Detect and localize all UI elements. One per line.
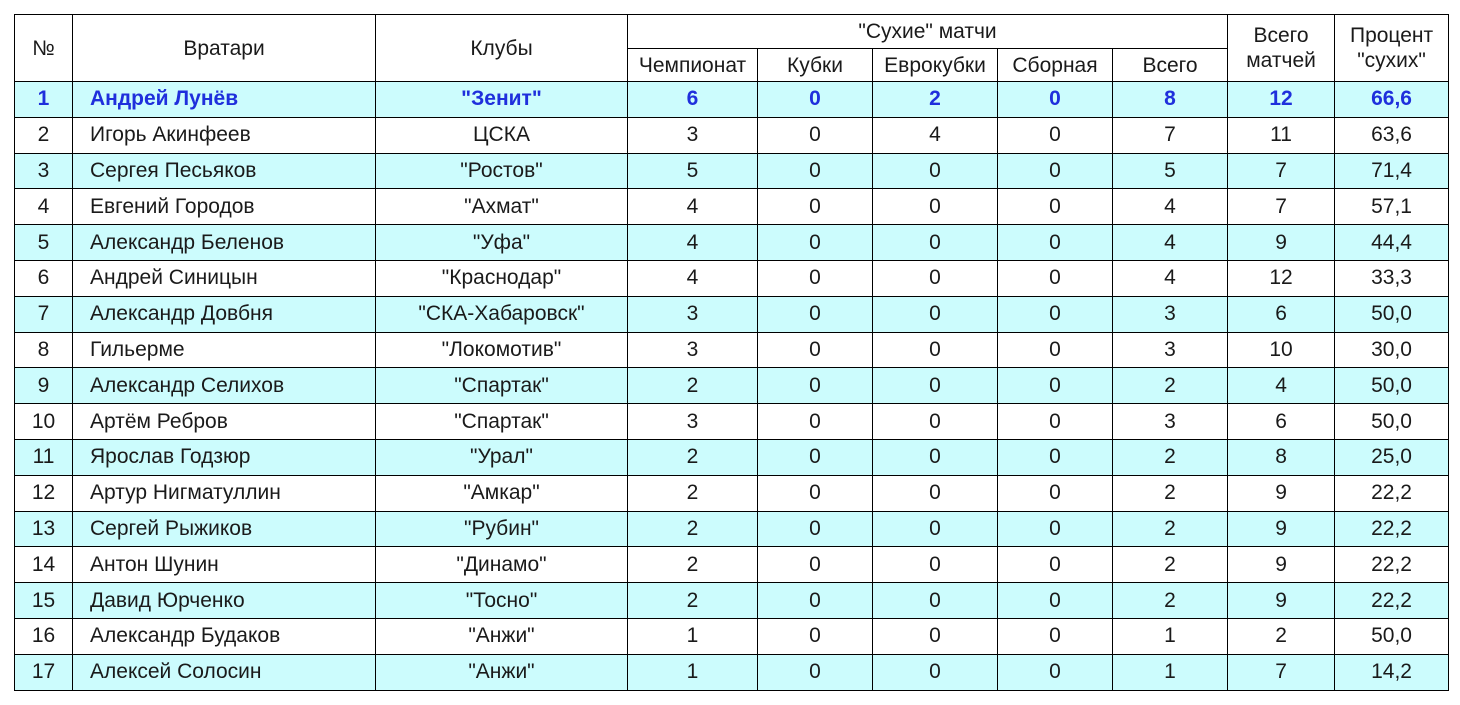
cell-eurocups: 0	[873, 547, 998, 583]
cell-cups: 0	[758, 82, 873, 118]
cell-percent: 66,6	[1335, 82, 1449, 118]
cell-eurocups: 0	[873, 618, 998, 654]
cell-cups: 0	[758, 332, 873, 368]
cell-eurocups: 0	[873, 475, 998, 511]
table-row	[15, 439, 1449, 475]
table-row	[15, 547, 1449, 583]
cell-total: 3	[1113, 296, 1228, 332]
header-eurocups: Еврокубки	[873, 49, 998, 82]
cell-percent: 50,0	[1335, 404, 1449, 440]
table-row	[15, 511, 1449, 547]
cell-num: 15	[15, 583, 73, 619]
cell-eurocups: 0	[873, 511, 998, 547]
cell-championship: 4	[628, 260, 758, 296]
cell-cups: 0	[758, 153, 873, 189]
cell-keeper-name: Антон Шунин	[73, 547, 376, 583]
cell-keeper-name: Алексей Солосин	[73, 654, 376, 690]
cell-percent: 50,0	[1335, 368, 1449, 404]
cell-total-matches: 7	[1228, 189, 1335, 225]
cell-cups: 0	[758, 117, 873, 153]
cell-num: 16	[15, 618, 73, 654]
table-row	[15, 225, 1449, 261]
cell-championship: 4	[628, 189, 758, 225]
cell-total: 4	[1113, 189, 1228, 225]
cell-num: 8	[15, 332, 73, 368]
cell-total-matches: 10	[1228, 332, 1335, 368]
cell-national: 0	[998, 654, 1113, 690]
cell-num: 10	[15, 404, 73, 440]
header-percent-line2: "сухих"	[1357, 49, 1426, 72]
cell-cups: 0	[758, 368, 873, 404]
cell-total: 3	[1113, 332, 1228, 368]
cell-eurocups: 2	[873, 82, 998, 118]
cell-percent: 22,2	[1335, 475, 1449, 511]
cell-eurocups: 0	[873, 296, 998, 332]
cell-club: "Рубин"	[376, 511, 628, 547]
cell-cups: 0	[758, 654, 873, 690]
cell-num: 7	[15, 296, 73, 332]
cell-club: ЦСКА	[376, 117, 628, 153]
cell-num: 1	[15, 82, 73, 118]
header-total-matches-line1: Всего	[1253, 24, 1309, 47]
cell-championship: 2	[628, 368, 758, 404]
cell-national: 0	[998, 439, 1113, 475]
cell-national: 0	[998, 153, 1113, 189]
cell-club: "Уфа"	[376, 225, 628, 261]
cell-total-matches: 9	[1228, 225, 1335, 261]
cell-club: "Анжи"	[376, 618, 628, 654]
table-row	[15, 260, 1449, 296]
table-row	[15, 82, 1449, 118]
cell-percent: 14,2	[1335, 654, 1449, 690]
cell-keeper-name: Александр Довбня	[73, 296, 376, 332]
cell-total: 2	[1113, 583, 1228, 619]
cell-championship: 3	[628, 296, 758, 332]
table-row	[15, 583, 1449, 619]
cell-championship: 6	[628, 82, 758, 118]
cell-eurocups: 0	[873, 654, 998, 690]
cell-cups: 0	[758, 583, 873, 619]
cell-total: 2	[1113, 368, 1228, 404]
cell-num: 14	[15, 547, 73, 583]
goalkeepers-clean-sheets-table	[14, 14, 1449, 691]
cell-num: 17	[15, 654, 73, 690]
cell-championship: 4	[628, 225, 758, 261]
cell-eurocups: 0	[873, 368, 998, 404]
cell-percent: 50,0	[1335, 296, 1449, 332]
cell-percent: 44,4	[1335, 225, 1449, 261]
cell-percent: 63,6	[1335, 117, 1449, 153]
cell-total-matches: 4	[1228, 368, 1335, 404]
cell-keeper-name: Андрей Синицын	[73, 260, 376, 296]
header-clubs: Клубы	[376, 15, 628, 82]
cell-percent: 30,0	[1335, 332, 1449, 368]
cell-national: 0	[998, 117, 1113, 153]
cell-national: 0	[998, 511, 1113, 547]
cell-national: 0	[998, 260, 1113, 296]
header-total-matches	[1228, 15, 1335, 82]
cell-num: 12	[15, 475, 73, 511]
cell-cups: 0	[758, 439, 873, 475]
cell-championship: 2	[628, 475, 758, 511]
cell-club: "Зенит"	[376, 82, 628, 118]
cell-keeper-name: Сергей Рыжиков	[73, 511, 376, 547]
table-row	[15, 117, 1449, 153]
cell-total-matches: 7	[1228, 153, 1335, 189]
cell-num: 5	[15, 225, 73, 261]
cell-cups: 0	[758, 547, 873, 583]
table-row	[15, 189, 1449, 225]
cell-championship: 3	[628, 404, 758, 440]
cell-championship: 2	[628, 439, 758, 475]
cell-total-matches: 9	[1228, 475, 1335, 511]
cell-club: "Ростов"	[376, 153, 628, 189]
cell-keeper-name: Сергея Песьяков	[73, 153, 376, 189]
cell-championship: 2	[628, 583, 758, 619]
cell-eurocups: 0	[873, 153, 998, 189]
cell-national: 0	[998, 368, 1113, 404]
table-row	[15, 618, 1449, 654]
header-keepers: Вратари	[73, 15, 376, 82]
cell-keeper-name: Гильерме	[73, 332, 376, 368]
cell-total: 4	[1113, 260, 1228, 296]
cell-club: "Тосно"	[376, 583, 628, 619]
cell-championship: 3	[628, 332, 758, 368]
cell-percent: 25,0	[1335, 439, 1449, 475]
cell-championship: 5	[628, 153, 758, 189]
cell-national: 0	[998, 404, 1113, 440]
cell-num: 4	[15, 189, 73, 225]
cell-keeper-name: Артур Нигматуллин	[73, 475, 376, 511]
cell-cups: 0	[758, 189, 873, 225]
cell-eurocups: 0	[873, 332, 998, 368]
cell-cups: 0	[758, 618, 873, 654]
cell-keeper-name: Александр Беленов	[73, 225, 376, 261]
cell-total-matches: 2	[1228, 618, 1335, 654]
cell-total: 2	[1113, 475, 1228, 511]
cell-national: 0	[998, 583, 1113, 619]
cell-total: 4	[1113, 225, 1228, 261]
cell-percent: 22,2	[1335, 547, 1449, 583]
cell-national: 0	[998, 296, 1113, 332]
header-percent	[1335, 15, 1449, 82]
cell-cups: 0	[758, 225, 873, 261]
table-row	[15, 404, 1449, 440]
cell-total-matches: 6	[1228, 296, 1335, 332]
cell-total-matches: 12	[1228, 82, 1335, 118]
cell-total-matches: 9	[1228, 583, 1335, 619]
cell-cups: 0	[758, 404, 873, 440]
cell-championship: 3	[628, 117, 758, 153]
cell-eurocups: 0	[873, 583, 998, 619]
cell-keeper-name: Давид Юрченко	[73, 583, 376, 619]
table-row	[15, 475, 1449, 511]
table-row	[15, 368, 1449, 404]
cell-total: 3	[1113, 404, 1228, 440]
cell-club: "Краснодар"	[376, 260, 628, 296]
table-row	[15, 296, 1449, 332]
cell-national: 0	[998, 618, 1113, 654]
cell-club: "Спартак"	[376, 368, 628, 404]
cell-percent: 71,4	[1335, 153, 1449, 189]
cell-national: 0	[998, 475, 1113, 511]
cell-cups: 0	[758, 260, 873, 296]
cell-percent: 22,2	[1335, 583, 1449, 619]
cell-total: 2	[1113, 439, 1228, 475]
cell-total: 2	[1113, 511, 1228, 547]
cell-cups: 0	[758, 475, 873, 511]
cell-eurocups: 0	[873, 189, 998, 225]
table-row	[15, 332, 1449, 368]
header-championship: Чемпионат	[628, 49, 758, 82]
cell-national: 0	[998, 332, 1113, 368]
cell-keeper-name: Артём Ребров	[73, 404, 376, 440]
cell-percent: 50,0	[1335, 618, 1449, 654]
cell-championship: 1	[628, 618, 758, 654]
cell-num: 11	[15, 439, 73, 475]
cell-eurocups: 0	[873, 404, 998, 440]
cell-keeper-name: Александр Селихов	[73, 368, 376, 404]
cell-championship: 2	[628, 511, 758, 547]
cell-eurocups: 0	[873, 439, 998, 475]
cell-club: "Локомотив"	[376, 332, 628, 368]
cell-club: "Спартак"	[376, 404, 628, 440]
header-cups: Кубки	[758, 49, 873, 82]
cell-total-matches: 9	[1228, 547, 1335, 583]
cell-eurocups: 0	[873, 225, 998, 261]
cell-num: 3	[15, 153, 73, 189]
header-num: №	[15, 15, 73, 82]
cell-championship: 1	[628, 654, 758, 690]
cell-total-matches: 7	[1228, 654, 1335, 690]
cell-club: "Анжи"	[376, 654, 628, 690]
cell-championship: 2	[628, 547, 758, 583]
cell-num: 2	[15, 117, 73, 153]
cell-club: "Урал"	[376, 439, 628, 475]
cell-total: 2	[1113, 547, 1228, 583]
cell-total: 1	[1113, 654, 1228, 690]
cell-total-matches: 8	[1228, 439, 1335, 475]
cell-keeper-name: Евгений Городов	[73, 189, 376, 225]
cell-club: "СКА-Хабаровск"	[376, 296, 628, 332]
cell-num: 9	[15, 368, 73, 404]
cell-num: 6	[15, 260, 73, 296]
header-national: Сборная	[998, 49, 1113, 82]
cell-total-matches: 12	[1228, 260, 1335, 296]
cell-total-matches: 11	[1228, 117, 1335, 153]
cell-keeper-name: Александр Будаков	[73, 618, 376, 654]
cell-total: 5	[1113, 153, 1228, 189]
cell-keeper-name: Игорь Акинфеев	[73, 117, 376, 153]
table-body	[15, 82, 1449, 691]
header-clean-sheets: "Сухие" матчи	[628, 15, 1228, 49]
cell-national: 0	[998, 82, 1113, 118]
header-total: Всего	[1113, 49, 1228, 82]
cell-eurocups: 0	[873, 260, 998, 296]
cell-national: 0	[998, 547, 1113, 583]
cell-total-matches: 9	[1228, 511, 1335, 547]
cell-eurocups: 4	[873, 117, 998, 153]
cell-national: 0	[998, 189, 1113, 225]
cell-club: "Амкар"	[376, 475, 628, 511]
stats-table-container	[14, 14, 1449, 691]
cell-national: 0	[998, 225, 1113, 261]
header-percent-line1: Процент	[1349, 24, 1434, 47]
cell-total: 7	[1113, 117, 1228, 153]
cell-cups: 0	[758, 511, 873, 547]
cell-cups: 0	[758, 296, 873, 332]
cell-num: 13	[15, 511, 73, 547]
header-row-top	[15, 15, 1449, 49]
cell-total-matches: 6	[1228, 404, 1335, 440]
cell-club: "Динамо"	[376, 547, 628, 583]
cell-keeper-name: Ярослав Годзюр	[73, 439, 376, 475]
table-row	[15, 153, 1449, 189]
cell-percent: 33,3	[1335, 260, 1449, 296]
table-row	[15, 654, 1449, 690]
cell-keeper-name: Андрей Лунёв	[73, 82, 376, 118]
header-total-matches-line2: матчей	[1246, 49, 1316, 72]
cell-percent: 57,1	[1335, 189, 1449, 225]
cell-club: "Ахмат"	[376, 189, 628, 225]
cell-percent: 22,2	[1335, 511, 1449, 547]
cell-total: 1	[1113, 618, 1228, 654]
cell-total: 8	[1113, 82, 1228, 118]
